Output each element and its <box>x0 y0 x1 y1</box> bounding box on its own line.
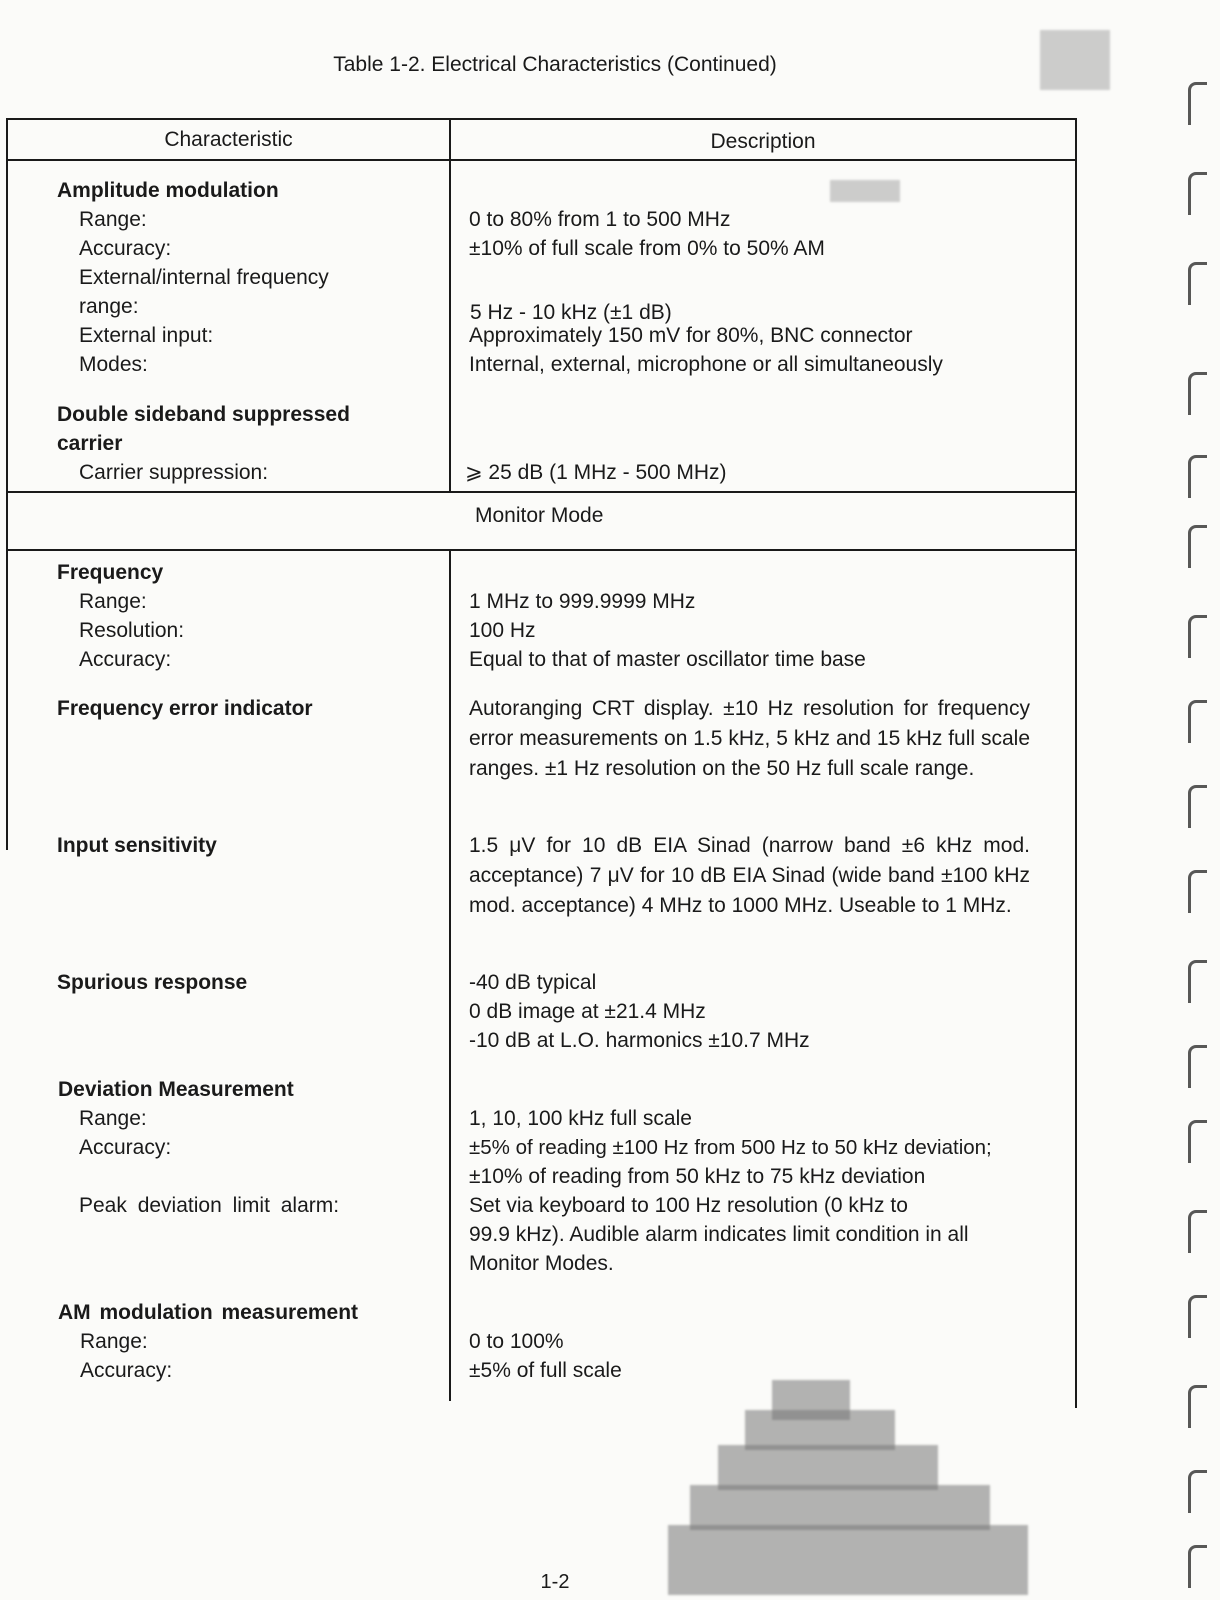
frequency-title: Frequency <box>57 561 164 584</box>
deviation-alarm-line-2: 99.9 kHz). Audible alarm indicates limit condition in all <box>469 1223 969 1246</box>
column-divider-lower <box>449 549 451 1401</box>
page-number: 1-2 <box>540 1571 570 1593</box>
am-meas-accuracy-label: Accuracy: <box>80 1359 173 1382</box>
frequency-resolution-label: Resolution: <box>79 619 185 642</box>
table-top-border <box>6 118 1077 120</box>
am-meas-accuracy-value: ±5% of full scale <box>469 1359 622 1382</box>
spurious-line-1: -40 dB typical <box>469 971 597 994</box>
dsb-title-1: Double sideband suppressed <box>57 403 350 426</box>
frequency-resolution-value: 100 Hz <box>469 619 536 642</box>
am-meas-title: AM modulation measurement <box>58 1301 359 1324</box>
am-modes-value: Internal, external, microphone or all simultaneously <box>469 353 943 376</box>
deviation-alarm-line-1: Set via keyboard to 100 Hz resolution (0 kHz to <box>469 1194 908 1217</box>
am-accuracy-value: ±10% of full scale from 0% to 50% AM <box>469 237 825 260</box>
deviation-range-value: 1, 10, 100 kHz full scale <box>469 1107 692 1130</box>
dsb-suppression-label: Carrier suppression: <box>79 461 269 484</box>
deviation-accuracy-line-1: ±5% of reading ±100 Hz from 500 Hz to 50 kHz deviation; <box>469 1136 992 1159</box>
am-accuracy-label: Accuracy: <box>79 237 172 260</box>
deviation-title: Deviation Measurement <box>58 1078 294 1101</box>
deviation-alarm-line-3: Monitor Modes. <box>469 1252 614 1275</box>
am-title: Amplitude modulation <box>57 179 279 202</box>
deviation-accuracy-line-2: ±10% of reading from 50 kHz to 75 kHz deviation <box>469 1165 926 1188</box>
input-sensitivity-title: Input sensitivity <box>57 834 217 857</box>
column-divider-upper <box>449 118 451 493</box>
spurious-line-3: -10 dB at L.O. harmonics ±10.7 MHz <box>469 1029 810 1052</box>
spurious-title: Spurious response <box>57 971 248 994</box>
header-bottom-border <box>6 159 1077 161</box>
am-modes-label: Modes: <box>79 353 148 376</box>
spurious-line-2: 0 dB image at ±21.4 MHz <box>469 1000 706 1023</box>
right-border <box>1075 118 1077 1408</box>
am-meas-range-label: Range: <box>80 1330 148 1353</box>
freq-error-title: Frequency error indicator <box>57 697 313 720</box>
deviation-range-label: Range: <box>79 1107 147 1130</box>
am-range-value: 0 to 80% from 1 to 500 MHz <box>469 208 731 231</box>
freq-error-value: Autoranging CRT display. ±10 Hz resolution for frequency error measurements on 1.5 kHz, 5 kHz and 15 kHz full scale ranges. ±1 Hz resolution on the 50 Hz full scale range. <box>469 697 1030 780</box>
frequency-accuracy-value: Equal to that of master oscillator time base <box>469 648 866 671</box>
left-border-lower <box>6 549 8 850</box>
am-ext-int-value: 5 Hz - 10 kHz (±1 dB) <box>470 301 672 324</box>
frequency-accuracy-label: Accuracy: <box>79 648 172 671</box>
am-ext-input-value: Approximately 150 mV for 80%, BNC connector <box>469 324 913 347</box>
section-monitor-mode: Monitor Mode <box>475 504 604 527</box>
deviation-accuracy-label: Accuracy: <box>79 1136 172 1159</box>
header-characteristic: Characteristic <box>164 128 293 151</box>
am-range-label: Range: <box>79 208 147 231</box>
dsb-title-2: carrier <box>57 432 123 455</box>
input-sensitivity-value: 1.5 μV for 10 dB EIA Sinad (narrow band ±6 kHz mod. acceptance) 7 μV for 10 dB EIA Sinad (wide band ±100 kHz mod. acceptance) 4 MHz to 1000 MHz. Useable to 1 MHz. <box>469 834 1030 917</box>
am-ext-input-label: External input: <box>79 324 214 347</box>
am-meas-range-value: 0 to 100% <box>469 1330 564 1353</box>
frequency-range-value: 1 MHz to 999.9999 MHz <box>469 590 696 613</box>
header-description: Description <box>710 130 816 153</box>
table-caption: Table 1-2. Electrical Characteristics (Continued) <box>333 53 777 76</box>
section-top-border <box>6 491 1077 493</box>
deviation-alarm-label: Peak deviation limit alarm: <box>79 1194 340 1217</box>
section-bottom-border <box>6 549 1077 551</box>
frequency-range-label: Range: <box>79 590 147 613</box>
left-border-upper <box>6 118 8 551</box>
am-ext-int-label-1: External/internal frequency <box>79 266 329 289</box>
am-ext-int-label-2: range: <box>79 295 139 318</box>
dsb-suppression-value: ⩾ 25 dB (1 MHz - 500 MHz) <box>465 461 727 484</box>
